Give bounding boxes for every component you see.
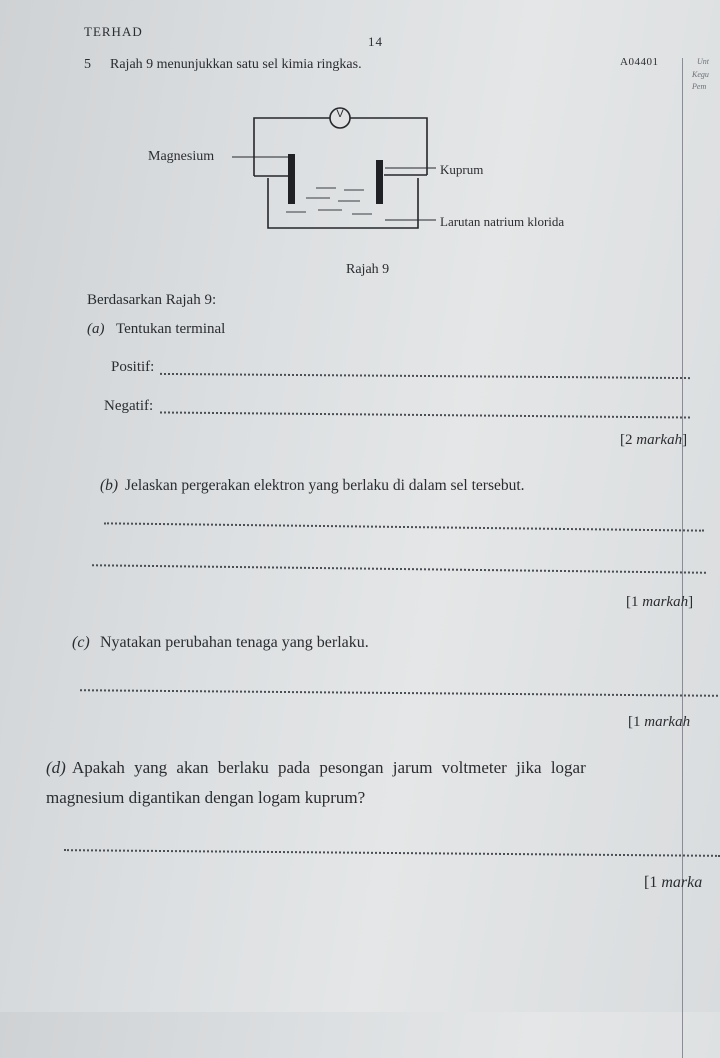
question-intro: Rajah 9 menunjukkan satu sel kimia ringkas.: [110, 57, 362, 72]
part-a-text: Tentukan terminal: [116, 321, 226, 337]
part-a-positive-label: Positif:: [111, 359, 155, 375]
label-solution: Larutan natrium klorida: [440, 214, 565, 229]
copper-electrode: [376, 160, 383, 204]
label-magnesium: Magnesium: [148, 149, 215, 164]
margin-note-1: Unt: [697, 57, 709, 66]
header-school: TERHAD: [84, 24, 143, 39]
part-c-marks: [1 markah: [628, 714, 691, 730]
part-d-text-line-1: Apakah yang akan berlaku pada pesongan jarum voltmeter jika logar: [72, 758, 586, 777]
part-b-label: (b): [100, 477, 119, 494]
magnesium-electrode: [288, 154, 295, 204]
based-on-text: Berdasarkan Rajah 9:: [87, 292, 217, 308]
part-c-answer-line[interactable]: [80, 689, 718, 697]
part-d-answer-line[interactable]: [64, 849, 720, 857]
part-a-negative-label: Negatif:: [104, 398, 154, 414]
diagram-caption: Rajah 9: [346, 262, 390, 277]
part-b-text: Jelaskan pergerakan elektron yang berlaku di dalam sel tersebut.: [125, 477, 525, 494]
page-number: 14: [368, 34, 383, 49]
part-b-answer-line-1[interactable]: [104, 522, 704, 531]
paper-code: A04401: [620, 56, 659, 68]
chemical-cell-diagram: [0, 0, 720, 300]
part-a-negative-answer-line[interactable]: [160, 411, 690, 418]
label-kuprum: Kuprum: [440, 162, 484, 177]
part-c-label: (c): [72, 634, 90, 651]
margin-note-3: Pem: [692, 82, 707, 91]
margin-note-2: Kegu: [692, 70, 709, 79]
part-b-answer-line-2[interactable]: [92, 564, 706, 574]
part-a-label: (a): [87, 321, 105, 337]
part-d-text-line-2: magnesium digantikan dengan logam kuprum?: [46, 788, 366, 807]
part-a-marks: [2 markah]: [620, 432, 688, 448]
part-b-marks: [1 markah]: [626, 594, 694, 610]
solution-surface: [286, 188, 372, 214]
part-c-text: Nyatakan perubahan tenaga yang berlaku.: [100, 634, 369, 651]
part-d-label: (d): [46, 758, 66, 777]
voltmeter-label: V: [336, 108, 344, 120]
question-number: 5: [84, 57, 91, 72]
part-d-marks: [1 marka: [644, 874, 703, 891]
part-a-positive-answer-line[interactable]: [160, 373, 690, 379]
